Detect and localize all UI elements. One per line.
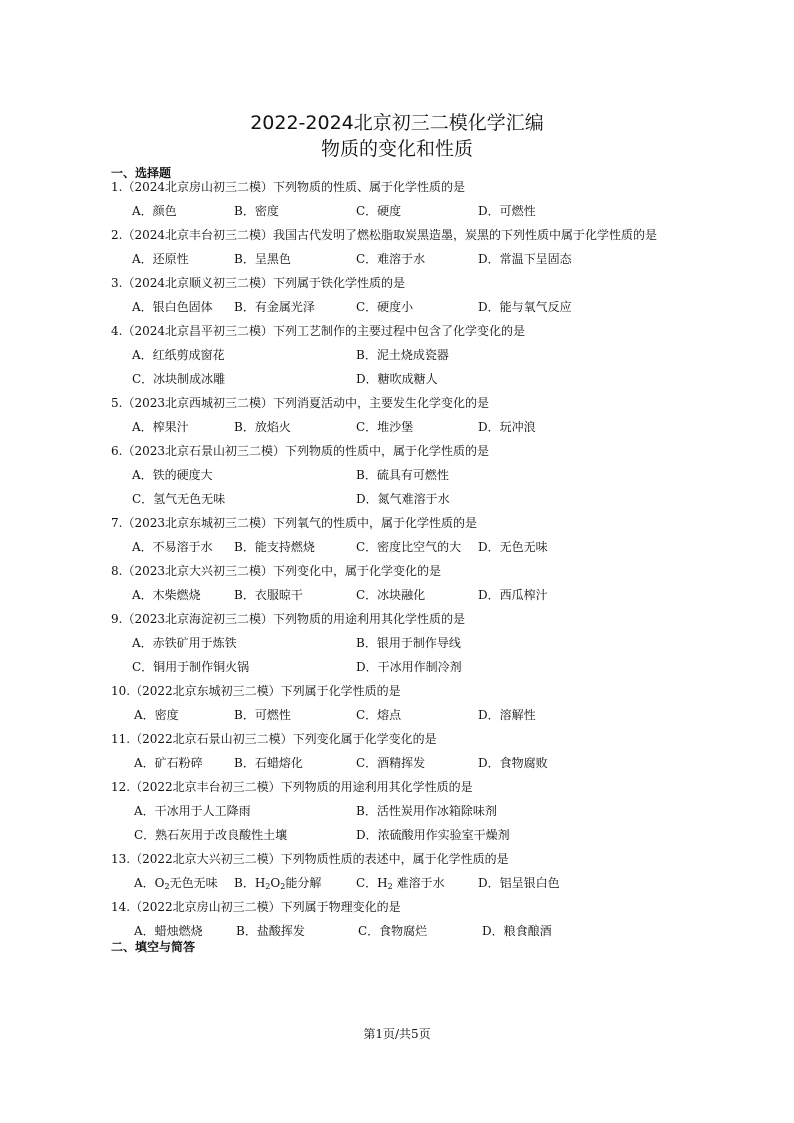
section-heading-fill: 二、填空与简答: [111, 940, 196, 954]
q14-option-d: D．粮食酿酒: [482, 924, 552, 938]
q14-option-b: B．盐酸挥发: [236, 924, 305, 938]
q10-option-b: B．可燃性: [234, 708, 291, 722]
q6-option-d: D．氮气难溶于水: [356, 492, 450, 506]
page-footer: 第1页/共5页: [363, 1027, 431, 1041]
q11-option-d: D．食物腐败: [478, 756, 548, 770]
q5-option-c: C．堆沙堡: [356, 420, 414, 434]
q10-option-d: D．溶解性: [478, 708, 536, 722]
q13-option-b: B．$H_2O_2$能分解: [234, 876, 322, 891]
q2-option-d: D．常温下呈固态: [478, 252, 572, 266]
q12-option-d: D．浓硫酸用作实验室干燥剂: [356, 828, 510, 842]
question-12: 12.（2022北京丰台初三二模）下列物质的用途利用其化学性质的是: [111, 780, 473, 794]
q7-option-b: B．能支持燃烧: [234, 540, 315, 554]
question-4: 4.（2024北京昌平初三二模）下列工艺制作的主要过程中包含了化学变化的是: [111, 324, 525, 338]
q12-option-a: A．干冰用于人工降雨: [134, 804, 251, 818]
question-1: 1.（2024北京房山初三二模）下列物质的性质、属于化学性质的是: [111, 180, 465, 194]
q1-option-a: A．颜色: [132, 204, 177, 218]
question-6: 6.（2023北京石景山初三二模）下列物质的性质中，属于化学性质的是: [111, 444, 489, 458]
q1-option-d: D．可燃性: [478, 204, 536, 218]
q11-option-a: A．矿石粉碎: [134, 756, 203, 770]
q3-option-c: C．硬度小: [356, 300, 414, 314]
question-9: 9.（2023北京海淀初三二模）下列物质的用途利用其化学性质的是: [111, 612, 465, 626]
q9-option-d: D．干冰用作制冷剂: [356, 660, 462, 674]
q8-option-b: B．衣服晾干: [234, 588, 303, 602]
q9-option-a: A．赤铁矿用于炼铁: [132, 636, 237, 650]
q7-option-a: A．不易溶于水: [132, 540, 213, 554]
q1-option-b: B．密度: [234, 204, 279, 218]
question-2: 2.（2024北京丰台初三二模）我国古代发明了燃松脂取炭黑造墨，炭黑的下列性质中属于化学性质的是: [111, 228, 657, 242]
question-14: 14.（2022北京房山初三二模）下列属于物理变化的是: [111, 900, 401, 914]
question-5: 5.（2023北京西城初三二模）下列消夏活动中，主要发生化学变化的是: [111, 396, 489, 410]
q8-option-d: D．西瓜榨汁: [478, 588, 548, 602]
q5-option-b: B．放焰火: [234, 420, 291, 434]
q11-option-c: C．酒精挥发: [356, 756, 426, 770]
q3-option-a: A．银白色固体: [132, 300, 213, 314]
q6-option-b: B．硫具有可燃性: [356, 468, 449, 482]
q2-option-a: A．还原性: [132, 252, 189, 266]
q13-option-a: A．$O_2$无色无味: [134, 876, 218, 891]
q5-option-a: A．榨果汁: [132, 420, 189, 434]
q4-option-b: B．泥土烧成瓷器: [356, 348, 449, 362]
q14-option-c: C．食物腐烂: [358, 924, 428, 938]
question-3: 3.（2024北京顺义初三二模）下列属于铁化学性质的是: [111, 276, 405, 290]
question-7: 7.（2023北京东城初三二模）下列氧气的性质中，属于化学性质的是: [111, 516, 477, 530]
q2-option-c: C．难溶于水: [356, 252, 426, 266]
question-10: 10.（2022北京东城初三二模）下列属于化学性质的是: [111, 684, 401, 698]
q6-option-c: C．氢气无色无味: [132, 492, 226, 506]
q13-option-d: D．铝呈银白色: [478, 876, 560, 890]
q10-option-c: C．熔点: [356, 708, 402, 722]
q13-option-c: C．$H_2$ 难溶于水: [356, 876, 445, 891]
q4-option-a: A．红纸剪成窗花: [132, 348, 225, 362]
question-13: 13.（2022北京大兴初三二模）下列物质性质的表述中，属于化学性质的是: [111, 852, 509, 866]
q4-option-d: D．糖吹成糖人: [356, 372, 438, 386]
section-heading-choice: 一、选择题: [111, 166, 172, 180]
q14-option-a: A．蜡烛燃烧: [134, 924, 203, 938]
q12-option-b: B．活性炭用作冰箱除味剂: [356, 804, 497, 818]
document-title: 2022-2024北京初三二模化学汇编: [250, 112, 544, 134]
q10-option-a: A．密度: [134, 708, 179, 722]
q12-option-c: C．熟石灰用于改良酸性土壤: [134, 828, 288, 842]
q9-option-c: C．铜用于制作铜火锅: [132, 660, 250, 674]
q8-option-c: C．冰块融化: [356, 588, 426, 602]
q6-option-a: A．铁的硬度大: [132, 468, 213, 482]
question-8: 8.（2023北京大兴初三二模）下列变化中，属于化学变化的是: [111, 564, 441, 578]
q1-option-c: C．硬度: [356, 204, 402, 218]
q8-option-a: A．木柴燃烧: [132, 588, 201, 602]
q4-option-c: C．冰块制成冰雕: [132, 372, 226, 386]
q5-option-d: D．玩冲浪: [478, 420, 536, 434]
q11-option-b: B．石蜡熔化: [234, 756, 303, 770]
q7-option-c: C．密度比空气的大: [356, 540, 462, 554]
q2-option-b: B．呈黑色: [234, 252, 291, 266]
question-11: 11.（2022北京石景山初三二模）下列变化属于化学变化的是: [111, 732, 437, 746]
q3-option-d: D．能与氧气反应: [478, 300, 572, 314]
q3-option-b: B．有金属光泽: [234, 300, 315, 314]
q9-option-b: B．银用于制作导线: [356, 636, 461, 650]
document-subtitle: 物质的变化和性质: [320, 138, 473, 160]
q7-option-d: D．无色无味: [478, 540, 548, 554]
